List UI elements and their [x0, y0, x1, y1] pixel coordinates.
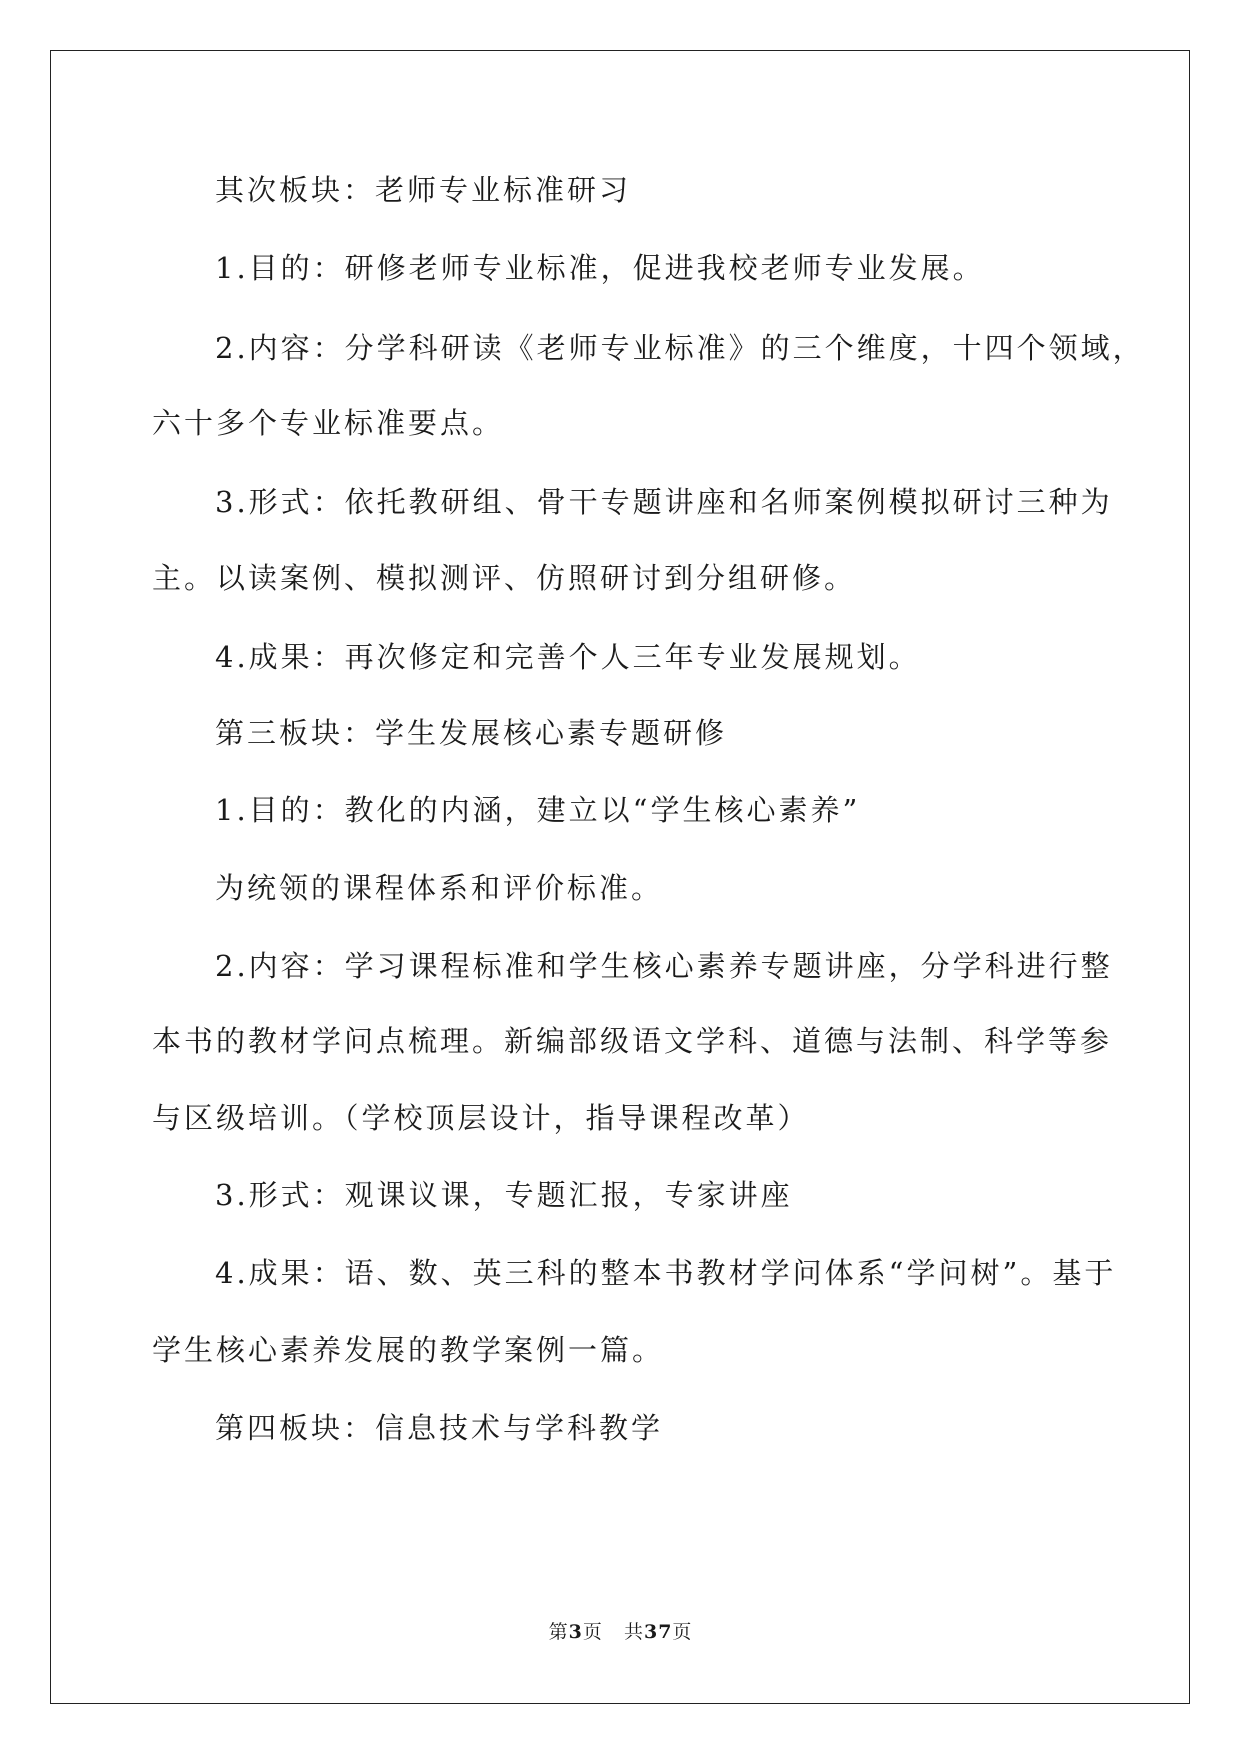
total-suffix: 页: [672, 1621, 693, 1643]
paragraph-line: 本书的教材学问点梳理。新编部级语文学科、道德与法制、科学等参: [152, 1024, 1113, 1058]
paragraph-line: 六十多个专业标准要点。: [152, 406, 505, 440]
page-footer: [0, 1620, 1241, 1644]
paragraph-line: 与区级培训。（学校顶层设计，指导课程改革）: [152, 1101, 810, 1135]
paragraph-line: 1.目的：教化的内涵，建立以“学生核心素养”: [215, 793, 861, 827]
section-heading-4: 第四板块：信息技术与学科教学: [215, 1411, 664, 1445]
paragraph-line: 3.形式：观课议课，专题汇报，专家讲座: [215, 1178, 793, 1212]
page-prefix: 第: [548, 1621, 569, 1643]
total-pages: 37: [643, 1621, 673, 1643]
paragraph-line: 4.成果：再次修定和完善个人三年专业发展规划。: [215, 640, 921, 674]
section-heading-3: 第三板块：学生发展核心素专题研修: [215, 716, 728, 750]
page-suffix: 页: [582, 1621, 603, 1643]
paragraph-line: 学生核心素养发展的教学案例一篇。: [152, 1333, 665, 1367]
total-prefix: 共: [623, 1621, 644, 1643]
paragraph-line: 3.形式：依托教研组、骨干专题讲座和名师案例模拟研讨三种为: [215, 485, 1113, 519]
paragraph-line: 2.内容：学习课程标准和学生核心素养专题讲座，分学科进行整: [215, 949, 1113, 983]
page-number: 3: [568, 1621, 583, 1643]
paragraph-line: 主。以读案例、模拟测评、仿照研讨到分组研修。: [152, 561, 857, 595]
paragraph-line: 4.成果：语、数、英三科的整本书教材学问体系“学问树”。基于: [215, 1256, 1117, 1290]
paragraph-line: 2.内容：分学科研读《老师专业标准》的三个维度，十四个领域，: [215, 331, 1145, 365]
section-heading-2: 其次板块：老师专业标准研习: [215, 173, 632, 207]
paragraph-line: 为统领的课程体系和评价标准。: [215, 871, 664, 905]
paragraph-line: 1.目的：研修老师专业标准，促进我校老师专业发展。: [215, 251, 985, 285]
